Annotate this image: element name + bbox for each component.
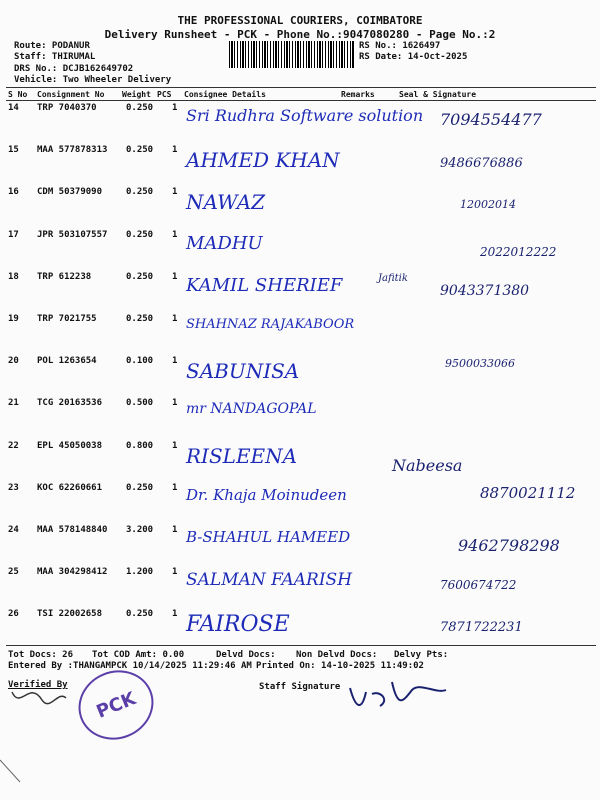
row-weight: 0.250 — [126, 103, 154, 113]
remarks-handwritten: 8870021112 — [480, 483, 576, 502]
row-sno: 15 — [8, 145, 19, 156]
table-row — [0, 311, 600, 353]
seal-signature-handwritten: 7094554477 — [440, 110, 542, 129]
table-row — [0, 227, 600, 269]
row-pcs: 1 — [172, 229, 178, 240]
row-sno: 18 — [8, 271, 19, 282]
total-cod-amount: Tot COD Amt: 0.00 — [92, 650, 185, 660]
non-delivered-docs: Non Delvd Docs: — [296, 650, 378, 660]
row-sno: 23 — [8, 482, 19, 493]
consignee-handwritten: SHAHNAZ RAJAKABOOR — [186, 317, 355, 332]
seal-signature-handwritten: 9043371380 — [440, 282, 530, 299]
row-weight: 0.250 — [126, 271, 154, 282]
staff-label: Staff: THIRUMAL — [14, 52, 96, 62]
seal-signature-handwritten: 9462798298 — [458, 536, 560, 555]
table-row — [0, 142, 600, 184]
row-pcs: 1 — [172, 567, 178, 578]
printed-on: Printed On: 14-10-2025 11:49:02 — [256, 661, 424, 671]
corner-fold-mark — [0, 760, 20, 782]
consignee-handwritten: KAMIL SHERIEF — [186, 274, 343, 296]
row-consignment-no: KOC 62260661 — [37, 482, 103, 493]
table-row — [0, 395, 600, 437]
row-sno: 26 — [8, 609, 19, 620]
staff-signature-label: Staff Signature — [259, 682, 341, 692]
divider — [6, 87, 596, 88]
drs-number: DRS No.: DCJB162649702 — [14, 64, 134, 74]
signature-marks — [0, 670, 600, 800]
consignee-handwritten: Sri Rudhra Software solution — [186, 106, 424, 125]
delivered-docs: Delvd Docs: — [216, 650, 276, 660]
table-row — [0, 353, 600, 395]
row-pcs: 1 — [172, 525, 178, 535]
col-consignee: Consignee Details — [184, 90, 266, 99]
rs-date: RS Date: 14-Oct-2025 — [359, 52, 468, 62]
seal-signature-handwritten: 9486676886 — [440, 156, 523, 172]
remarks-handwritten: Jafitik — [378, 272, 408, 284]
col-pcs: PCS — [157, 90, 172, 99]
consignee-handwritten: NAWAZ — [186, 190, 266, 215]
row-consignment-no: TCG 20163536 — [37, 398, 103, 409]
rs-number: RS No.: 1626497 — [359, 41, 441, 51]
row-pcs: 1 — [172, 145, 178, 156]
row-weight: 0.500 — [126, 398, 154, 409]
row-weight: 0.800 — [126, 440, 154, 451]
table-row — [0, 480, 600, 522]
row-sno: 14 — [8, 103, 19, 113]
verifier-signature — [12, 692, 66, 704]
row-weight: 0.250 — [126, 187, 154, 198]
row-consignment-no: POL 1263654 — [37, 356, 97, 367]
document-title: THE PROFESSIONAL COURIERS, COIMBATORE — [177, 14, 423, 27]
seal-signature-handwritten: 2022012222 — [480, 244, 557, 259]
seal-signature-handwritten: 12002014 — [460, 198, 516, 212]
row-sno: 24 — [8, 525, 19, 535]
row-consignment-no: JPR 503107557 — [37, 229, 108, 240]
verified-by-label: Verified By — [8, 680, 68, 690]
consignee-handwritten: SALMAN FAARISH — [186, 570, 353, 591]
row-sno: 19 — [8, 314, 19, 324]
consignee-handwritten: B-SHAHUL HAMEED — [186, 528, 351, 546]
row-weight: 0.250 — [126, 314, 154, 324]
consignee-handwritten: SABUNISA — [186, 359, 300, 384]
entered-by: Entered By :THANGAMPCK 10/14/2025 11:29:46 AM — [8, 661, 252, 671]
remarks-handwritten: Nabeesa — [392, 455, 463, 475]
table-row — [0, 606, 600, 648]
row-weight: 3.200 — [126, 525, 154, 535]
row-pcs: 1 — [172, 187, 178, 198]
remarks-handwritten: 9500033066 — [445, 357, 515, 371]
row-consignment-no: TRP 7040370 — [37, 103, 97, 113]
row-weight: 0.250 — [126, 609, 154, 620]
row-consignment-no: MAA 578148840 — [37, 525, 108, 535]
consignee-handwritten: AHMED KHAN — [186, 148, 340, 173]
row-sno: 17 — [8, 229, 19, 240]
row-pcs: 1 — [172, 103, 178, 113]
seal-signature-handwritten: 7871722231 — [440, 620, 523, 636]
col-seal-signature: Seal & Signature — [399, 90, 477, 99]
row-sno: 20 — [8, 356, 19, 367]
divider — [6, 645, 596, 646]
row-consignment-no: TRP 612238 — [37, 271, 92, 282]
row-consignment-no: TRP 7021755 — [37, 314, 97, 324]
row-weight: 0.250 — [126, 482, 154, 493]
delivery-points: Delvy Pts: — [394, 650, 449, 660]
row-consignment-no: EPL 45050038 — [37, 440, 103, 451]
seal-signature-handwritten: 7600674722 — [440, 578, 517, 593]
consignee-handwritten: Dr. Khaja Moinudeen — [186, 485, 347, 504]
table-row — [0, 100, 600, 142]
row-sno: 25 — [8, 567, 19, 578]
table-row — [0, 564, 600, 606]
route-label: Route: PODANUR — [14, 41, 90, 51]
consignee-handwritten: FAIROSE — [186, 612, 290, 638]
row-weight: 1.200 — [126, 567, 154, 578]
row-consignment-no: TSI 22002658 — [37, 609, 103, 620]
row-pcs: 1 — [172, 440, 178, 451]
staff-signature-scribble — [350, 682, 446, 706]
barcode — [229, 41, 355, 68]
row-pcs: 1 — [172, 356, 178, 367]
col-sno: S No — [8, 90, 28, 99]
vehicle-label: Vehicle: Two Wheeler Delivery — [14, 75, 172, 85]
row-pcs: 1 — [172, 482, 178, 493]
row-weight: 0.250 — [126, 145, 154, 156]
table-row — [0, 269, 600, 311]
consignee-handwritten: MADHU — [186, 232, 263, 254]
row-consignment-no: MAA 304298412 — [37, 567, 108, 578]
document-subtitle: Delivery Runsheet - PCK - Phone No.:9047080280 - Page No.:2 — [104, 28, 496, 41]
row-pcs: 1 — [172, 271, 178, 282]
row-consignment-no: MAA 577878313 — [37, 145, 108, 156]
consignee-handwritten: mr NANDAGOPAL — [186, 401, 317, 418]
consignee-handwritten: RISLEENA — [186, 443, 298, 468]
row-weight: 0.250 — [126, 229, 154, 240]
row-pcs: 1 — [172, 314, 178, 324]
row-pcs: 1 — [172, 609, 178, 620]
table-row — [0, 522, 600, 564]
stamp-text: PCK — [93, 687, 139, 723]
row-consignment-no: CDM 50379090 — [37, 187, 103, 198]
col-consignment: Consignment No — [37, 90, 105, 99]
total-docs: Tot Docs: 26 — [8, 650, 74, 660]
col-weight: Weight — [122, 90, 151, 99]
table-row — [0, 438, 600, 480]
row-weight: 0.100 — [126, 356, 154, 367]
row-sno: 21 — [8, 398, 19, 409]
table-row — [0, 184, 600, 226]
row-pcs: 1 — [172, 398, 178, 409]
row-sno: 22 — [8, 440, 19, 451]
col-remarks: Remarks — [341, 90, 375, 99]
row-sno: 16 — [8, 187, 19, 198]
